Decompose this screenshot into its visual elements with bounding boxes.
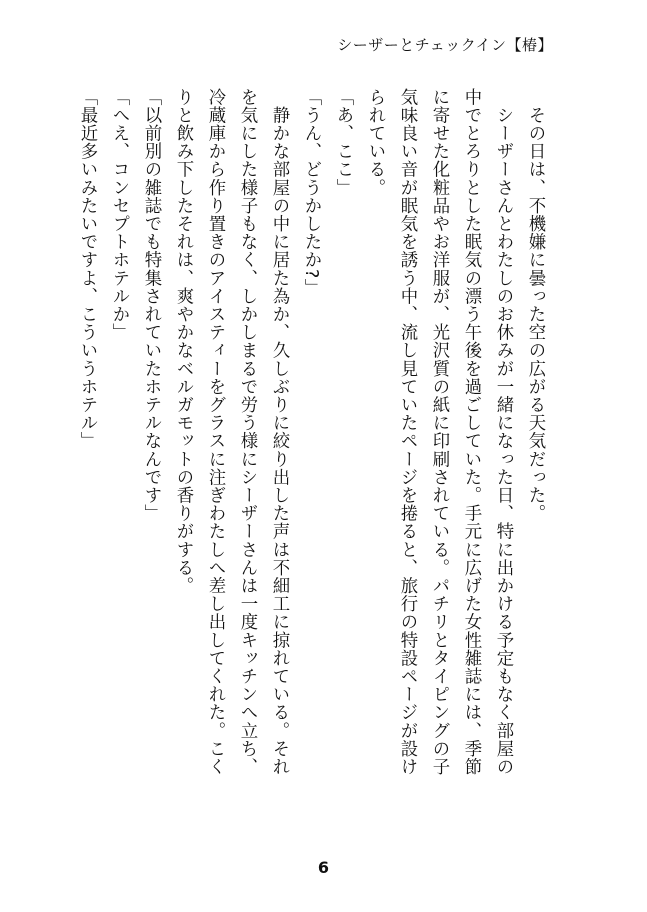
running-header: シーザーとチェックイン【椿】: [337, 36, 553, 54]
page-number: 6: [317, 858, 330, 877]
body-text: その日は、不機嫌に曇った空の広がる天気だった。 シーザーさんとわたしのお休みが一緒になった日、特に出かける予定もなく部屋の 中でとろりとした眠気の漂う午後を過ごしていた。手元に広げた女性雑誌には、季節 に寄せた化粧品やお洋服が、光沢質の紙に印刷されている。パチリとタイピングの子 気味良い音が眠気を誘う中、流し見ていたページを捲ると、旅行の特設ページが設け られている。 「あ、ここ」 「うん、どうかしたか?」 静かな部屋の中に居た為か、久しぶりに絞り出した声は不細工に掠れている。それ を気にした様子もなく、しかしまるで労う様にシーザーさんは一度キッチンへ立ち、 冷蔵庫から作り置きのアイスティーをグラスに注ぎわたしへ差し出してくれた。こく りと飲み下したそれは、爽やかなベルガモットの香りがする。 「以前別の雑誌でも特集されていたホテルなんです」 「へえ、コンセプトホテルか」 「最近多いみたいですよ、こういうホテル」: [77, 88, 545, 776]
